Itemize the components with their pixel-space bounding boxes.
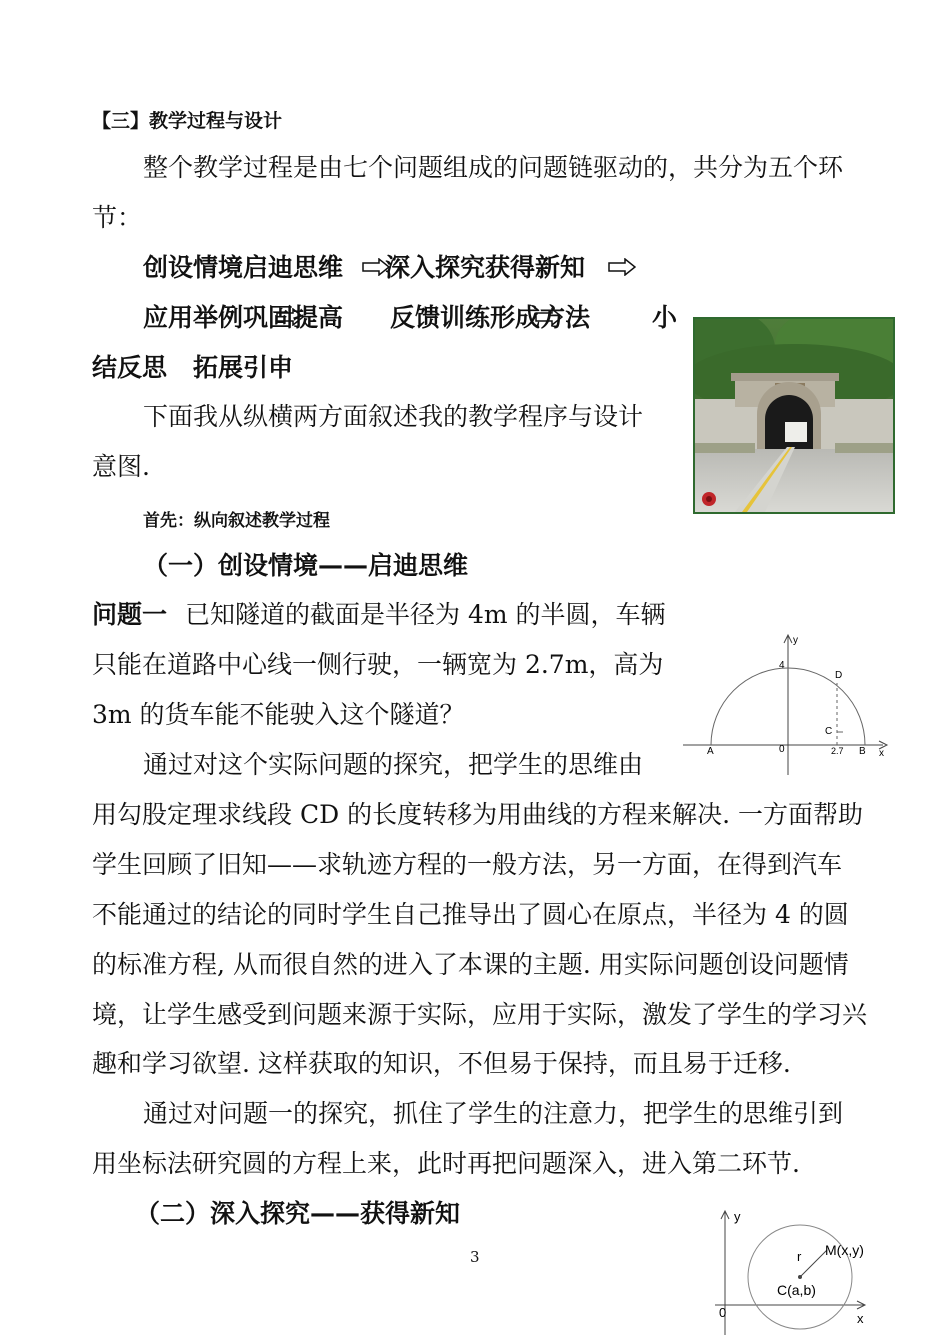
arrow-right-icon (276, 308, 304, 326)
y-axis-label: y (793, 635, 798, 646)
problem-line-1: 已知隧道的截面是半径为 4m 的半圆，车辆 (185, 600, 666, 629)
tunnel-photo (693, 317, 895, 514)
arrow-right-icon (535, 308, 563, 326)
intro-line-1: 整个教学过程是由七个问题组成的问题链驱动的，共分为五个环 (143, 153, 844, 182)
overview-line-2: 意图. (92, 452, 150, 481)
circle-diagram (705, 1205, 880, 1340)
tick-label-4: 4 (779, 660, 785, 671)
point-d-label: D (835, 670, 843, 681)
origin-label: 0 (779, 744, 785, 755)
point-m-label: M(x,y) (825, 1242, 864, 1258)
x-axis-label: x (857, 1311, 864, 1326)
para1-line-6: 境，让学生感受到问题来源于实际，应用于实际，激发了学生的学习兴 (92, 1000, 868, 1029)
point-a-label: A (707, 746, 714, 757)
x-axis-label: x (879, 748, 884, 759)
flow-step-6: 拓展引申 (193, 353, 294, 382)
section-title: 【三】教学过程与设计 (92, 110, 283, 132)
problem-line-3: 3m 的货车能不能驶入这个隧道？ (92, 700, 465, 729)
point-c-label: C (825, 726, 833, 737)
para2-line-1: 通过对问题一的探究，抓住了学生的注意力，把学生的思维引到 (143, 1099, 844, 1128)
flow-step-3: 应用举例巩固提高 (143, 303, 344, 332)
intro-line-2: 节： (92, 203, 143, 232)
para1-line-3: 学生回顾了旧知——求轨迹方程的一般方法，另一方面，在得到汽车 (92, 850, 843, 879)
problem-line-2: 只能在道路中心线一侧行驶，一辆宽为 2.7m，高为 (92, 650, 664, 679)
origin-label: 0 (719, 1305, 727, 1320)
para1-line-7: 趣和学习欲望. 这样获取的知识，不但易于保持，而且易于迁移. (92, 1049, 791, 1078)
overview-line-1: 下面我从纵横两方面叙述我的教学程序与设计 (143, 402, 644, 431)
first-heading: 首先：纵向叙述教学过程 (143, 511, 330, 531)
semicircle-diagram (683, 630, 893, 780)
para2-line-2: 用坐标法研究圆的方程上来，此时再把问题深入，进入第二环节. (92, 1149, 800, 1178)
flow-step-2: 深入探究获得新知 (385, 253, 586, 282)
y-axis-label: y (734, 1209, 741, 1224)
tick-label-2-7: 2.7 (831, 746, 844, 756)
subsection-heading-2: （二）深入探究——获得新知 (135, 1199, 461, 1228)
para1-line-5: 的标准方程, 从而很自然的进入了本课的主题. 用实际问题创设问题情 (92, 950, 849, 979)
para1-line-2: 用勾股定理求线段 CD 的长度转移为用曲线的方程来解决. 一方面帮助 (92, 800, 863, 829)
flow-step-4: 反馈训练形成方法 (390, 303, 591, 332)
radius-label: r (797, 1249, 802, 1264)
center-c-label: C(a,b) (777, 1282, 816, 1298)
flow-step-1: 创设情境启迪思维 (143, 253, 344, 282)
subsection-heading-1: （一）创设情境——启迪思维 (143, 551, 469, 580)
flow-step-5-part-2: 结反思 (92, 353, 168, 382)
para1-line-4: 不能通过的结论的同时学生自己推导出了圆心在原点，半径为 4 的圆 (92, 900, 849, 929)
flow-step-5-part-1: 小 (652, 303, 678, 332)
page-number: 3 (470, 1248, 480, 1266)
arrow-right-icon (608, 258, 636, 276)
para1-line-1: 通过对这个实际问题的探究，把学生的思维由 (143, 750, 644, 779)
problem-label: 问题一 (92, 600, 168, 629)
point-b-label: B (859, 746, 866, 757)
